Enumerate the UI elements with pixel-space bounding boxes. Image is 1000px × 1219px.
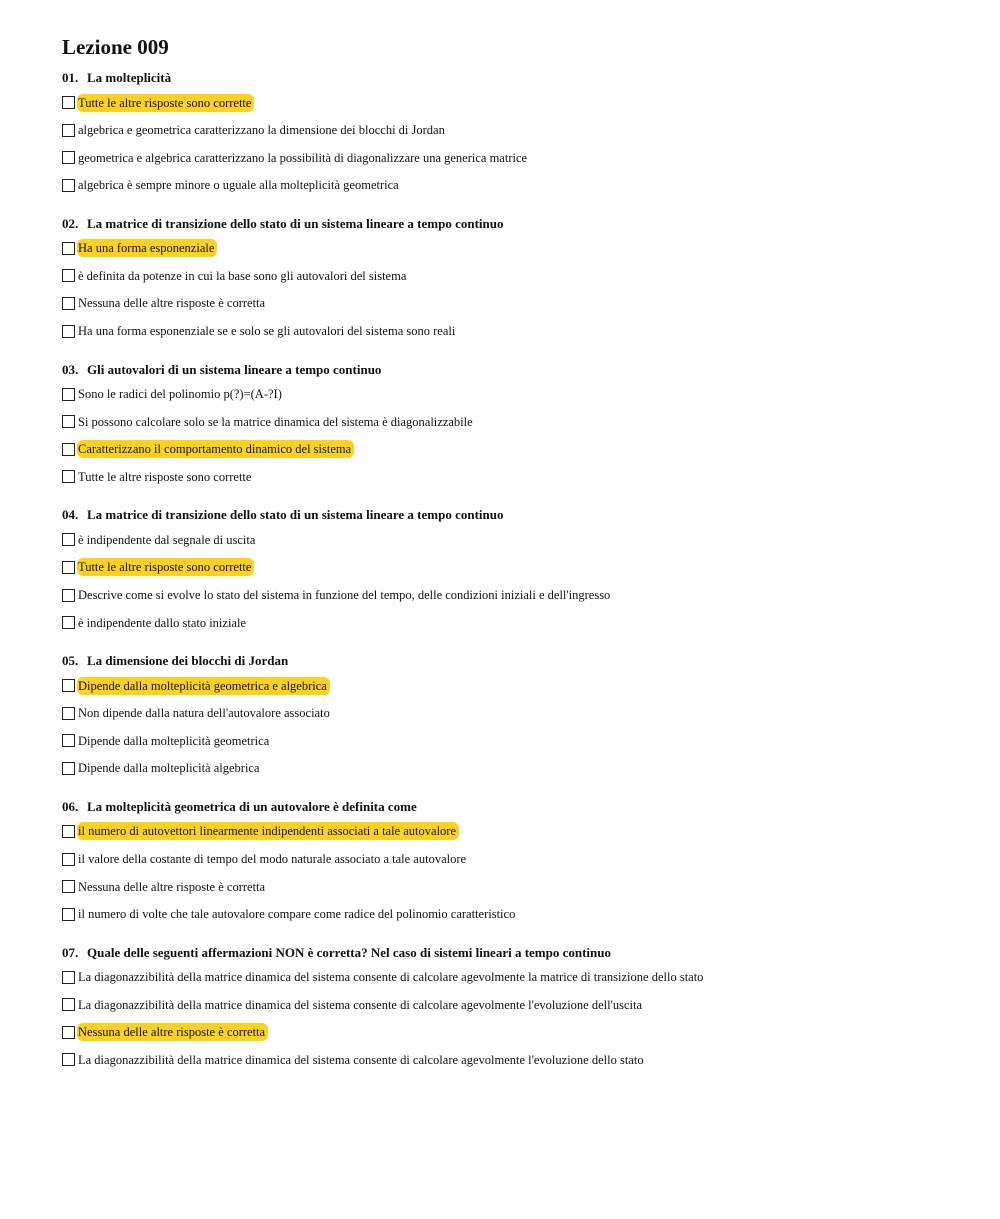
answer-option[interactable] [62,1023,962,1042]
answer-option[interactable] [62,905,962,924]
answer-text-highlighted: Tutte le altre risposte sono corrette [77,94,254,112]
question-block [62,215,962,341]
question-heading [62,361,962,379]
answer-text: è indipendente dal segnale di uscita [78,532,256,547]
answer-checkbox[interactable] [62,325,75,338]
answer-option[interactable] [62,1050,962,1069]
answer-checkbox[interactable] [62,443,75,456]
answer-text: Ha una forma esponenziale se e solo se gli autovalori del sistema sono reali [78,324,456,339]
question-text: Gli autovalori di un sistema lineare a tempo continuo [87,361,382,377]
answer-checkbox[interactable] [62,589,75,602]
answer-checkbox[interactable] [62,151,75,164]
question-number: 02. [62,215,79,231]
answer-text: La diagonazzibilità della matrice dinamica del sistema consente di calcolare agevolmente l'evoluzione dello stato [78,1052,644,1067]
answer-checkbox[interactable] [62,297,75,310]
page-title: Lezione 009 [62,35,169,59]
answer-checkbox[interactable] [62,880,75,893]
answer-checkbox[interactable] [62,616,75,629]
question-number: 07. [62,944,79,960]
answer-option[interactable] [62,467,962,486]
answer-checkbox[interactable] [62,971,75,984]
answer-text-highlighted: Dipende dalla molteplicità geometrica e algebrica [77,677,330,695]
question-block [62,506,962,632]
answer-text: è definita da potenze in cui la base sono gli autovalori del sistema [78,268,407,283]
answer-option[interactable] [62,850,962,869]
answer-option[interactable] [62,322,962,341]
answer-text: il valore della costante di tempo del modo naturale associato a tale autovalore [78,852,467,866]
answer-option[interactable] [62,121,962,140]
answer-option[interactable] [62,412,962,431]
answer-option[interactable] [62,385,962,404]
answer-text: Nessuna delle altre risposte è corretta [78,879,266,894]
answer-checkbox[interactable] [62,388,75,401]
question-block [62,944,962,1070]
answer-checkbox[interactable] [62,269,75,282]
question-number: 05. [62,653,79,669]
answer-text: Non dipende dalla natura dell'autovalore associato [78,706,330,721]
question-number: 01. [62,70,79,85]
question-heading [62,944,962,962]
answer-checkbox[interactable] [62,762,75,775]
answer-checkbox[interactable] [62,533,75,546]
answer-option[interactable] [62,266,962,285]
answer-checkbox[interactable] [62,242,75,255]
answer-checkbox[interactable] [62,96,75,109]
answer-checkbox[interactable] [62,1053,75,1066]
answer-option[interactable] [62,440,962,459]
question-text: La molteplicità [87,70,172,85]
answer-text: il numero di volte che tale autovalore compare come radice del polinomio caratteristico [78,907,516,922]
answer-text: Sono le radici del polinomio p(?)=(A-?I) [78,387,282,402]
question-block [62,652,962,778]
question-number: 04. [62,507,79,523]
answer-text: Descrive come si evolve lo stato del sistema in funzione del tempo, delle condizioni iniziali e dell'ingresso [78,588,611,603]
answer-option[interactable] [62,704,962,723]
answer-option[interactable] [62,148,962,167]
answer-option[interactable] [62,176,962,195]
answer-checkbox[interactable] [62,998,75,1011]
answer-checkbox[interactable] [62,707,75,720]
answer-text: Tutte le altre risposte sono corrette [78,469,252,484]
answer-checkbox[interactable] [62,1026,75,1039]
question-heading [62,215,962,233]
answer-checkbox[interactable] [62,908,75,921]
answer-checkbox[interactable] [62,470,75,483]
question-text: La matrice di transizione dello stato di un sistema lineare a tempo continuo [87,507,504,523]
question-text: La matrice di transizione dello stato di un sistema lineare a tempo continuo [87,215,504,231]
answer-checkbox[interactable] [62,679,75,692]
question-text: La molteplicità geometrica di un autovalore è definita come [87,798,417,814]
answer-option[interactable] [62,676,962,695]
question-block [62,69,962,195]
answer-text: Si possono calcolare solo se la matrice dinamica del sistema è diagonalizzabile [78,414,473,429]
answer-text: Dipende dalla molteplicità algebrica [78,761,260,776]
answer-option[interactable] [62,93,962,112]
answer-text: La diagonazzibilità della matrice dinamica del sistema consente di calcolare agevolmente l'evoluzione dell'uscita [78,997,642,1012]
answer-option[interactable] [62,759,962,778]
answer-text: Dipende dalla molteplicità geometrica [78,733,270,748]
answer-option[interactable] [62,294,962,313]
answer-text: Nessuna delle altre risposte è corretta [78,296,266,311]
answer-option[interactable] [62,822,962,841]
answer-text-highlighted: Nessuna delle altre risposte è corretta [77,1023,268,1041]
answer-checkbox[interactable] [62,415,75,428]
answer-checkbox[interactable] [62,734,75,747]
answer-text: La diagonazzibilità della matrice dinamica del sistema consente di calcolare agevolmente la matrice di transizione dello stato [78,970,704,985]
answer-option[interactable] [62,530,962,549]
answer-option[interactable] [62,995,962,1014]
question-heading [62,506,962,524]
answer-option[interactable] [62,613,962,632]
question-list [62,69,962,1069]
answer-option[interactable] [62,877,962,896]
question-number: 03. [62,361,79,377]
answer-option[interactable] [62,731,962,750]
answer-option[interactable] [62,586,962,605]
answer-text-highlighted: Ha una forma esponenziale [77,239,217,257]
question-heading [62,798,962,816]
answer-option[interactable] [62,968,962,987]
answer-checkbox[interactable] [62,561,75,574]
question-heading [62,69,962,87]
answer-checkbox[interactable] [62,825,75,838]
quiz-page [62,32,962,1089]
answer-option[interactable] [62,558,962,577]
answer-text: algebrica e geometrica caratterizzano la dimensione dei blocchi di Jordan [78,123,445,138]
question-heading [62,652,962,670]
answer-text: è indipendente dallo stato iniziale [78,615,246,630]
answer-option[interactable] [62,239,962,258]
answer-text-highlighted: Caratterizzano il comportamento dinamico del sistema [77,440,354,458]
answer-text: algebrica è sempre minore o uguale alla molteplicità geometrica [78,178,399,193]
question-block [62,798,962,924]
question-text: Quale delle seguenti affermazioni NON è corretta? Nel caso di sistemi lineari a tempo continuo [87,944,612,960]
answer-text-highlighted: Tutte le altre risposte sono corrette [77,558,254,576]
answer-checkbox[interactable] [62,124,75,137]
answer-checkbox[interactable] [62,853,75,866]
question-number: 06. [62,798,79,814]
answer-text: geometrica e algebrica caratterizzano la possibilità di diagonalizzare una generica matrice [78,150,528,165]
answer-text-highlighted: il numero di autovettori linearmente indipendenti associati a tale autovalore [77,822,459,840]
question-text: La dimensione dei blocchi di Jordan [87,653,289,669]
answer-checkbox[interactable] [62,179,75,192]
question-block [62,361,962,487]
